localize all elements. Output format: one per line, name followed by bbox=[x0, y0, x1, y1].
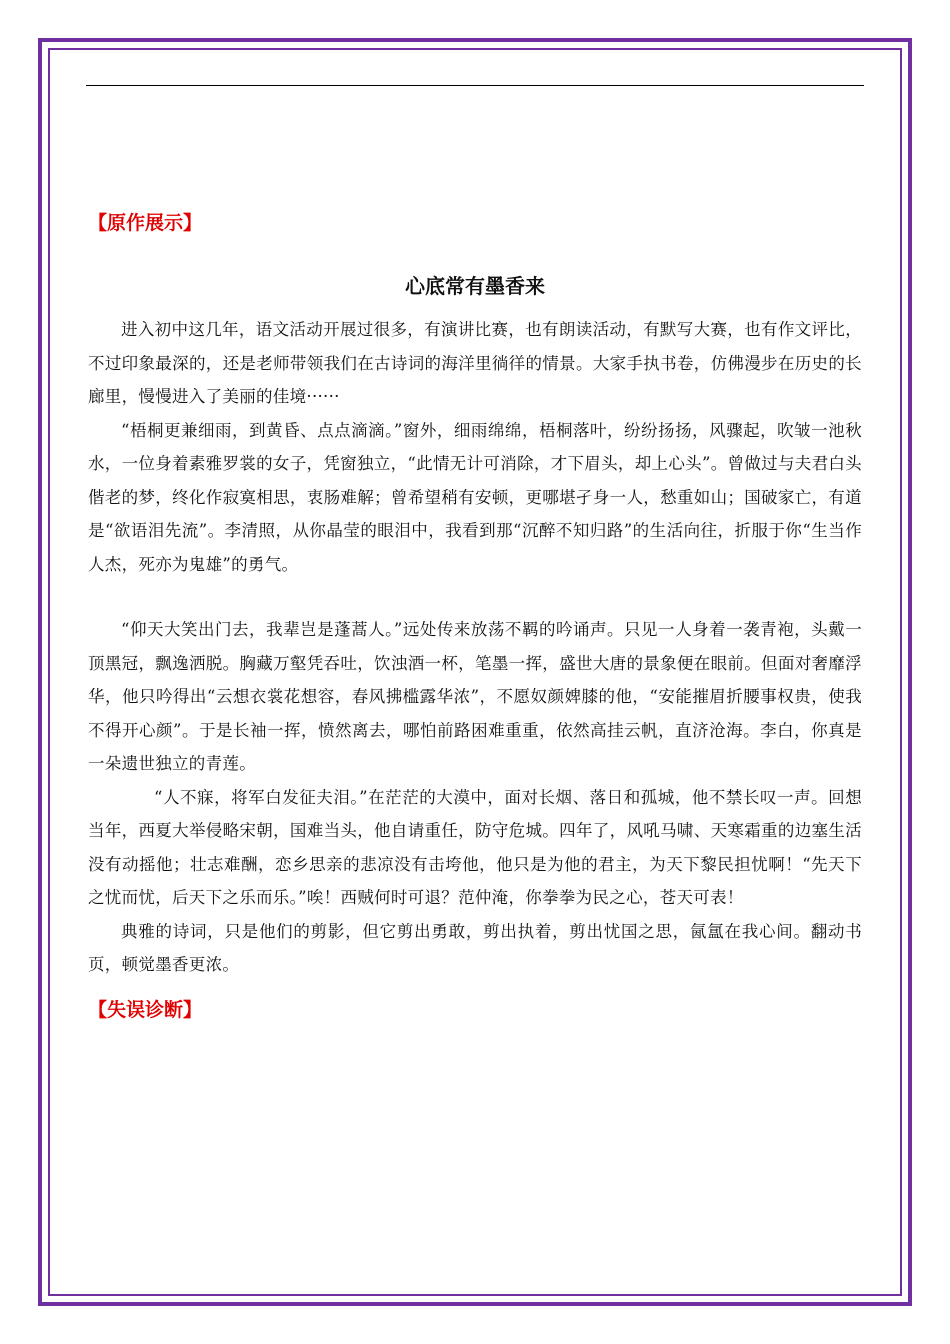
paragraph-gap bbox=[88, 581, 862, 613]
header-rule bbox=[86, 85, 864, 86]
essay-paragraph-4: “人不寐，将军白发征夫泪。”在茫茫的大漠中，面对长烟、落日和孤城，他不禁长叹一声。回想当年，西夏大举侵略宋朝，国难当头，他自请重任，防守危城。四年了，风吼马啸、天寒霜重的边塞生活没有动摇他；壮志难酬，恋乡思亲的悲凉没有击垮他，他只是为他的君主，为天下黎民担忧啊！“先天下之忧而忧，后天下之乐而乐。”唉！西贼何时可退？范仲淹，你拳拳为民之心，苍天可表！ bbox=[88, 787, 862, 907]
section-label-original: 【原作展示】 bbox=[88, 212, 203, 234]
essay-paragraph-3: “仰天大笑出门去，我辈岂是蓬蒿人。”远处传来放荡不羁的吟诵声。只见一人身着一袭青袍，头戴一顶黑冠，飘逸洒脱。胸藏万壑凭吞吐，饮浊酒一杯，笔墨一挥，盛世大唐的景象便在眼前。但面对奢靡浮华，他只吟得出“云想衣裳花想容，春风拂槛露华浓”，不愿奴颜婢膝的他，“安能摧眉折腰事权贵，使我不得开心颜”。于是长袖一挥，愤然离去，哪怕前路困难重重，依然高挂云帆，直济沧海。李白，你真是一朵遗世独立的青莲。 bbox=[88, 620, 862, 773]
essay-title: 心底常有墨香来 bbox=[405, 274, 545, 298]
section-label-diagnosis: 【失误诊断】 bbox=[88, 998, 203, 1021]
essay-paragraph-2: “梧桐更兼细雨，到黄昏、点点滴滴。”窗外，细雨绵绵，梧桐落叶，纷纷扬扬，风骤起，吹皱一池秋水，一位身着素雅罗裳的女子，凭窗独立，“此情无计可消除，才下眉头，却上心头”。曾做过与夫君白头偕老的梦，终化作寂寞相思，衷肠难解；曾希望稍有安顿，更哪堪孑身一人，愁重如山；国破家亡，有道是“欲语泪先流”。李清照，从你晶莹的眼泪中，我看到那“沉醉不知归路”的生活向往，折服于你“生当作人杰，死亦为鬼雄”的勇气。 bbox=[88, 420, 862, 574]
document-body bbox=[88, 205, 862, 1028]
essay-paragraph-5: 典雅的诗词，只是他们的剪影，但它剪出勇敢，剪出执着，剪出忧国之思，氤氲在我心间。翻动书页，顿觉墨香更浓。 bbox=[88, 921, 862, 974]
essay-paragraph-1: 进入初中这几年，语文活动开展过很多，有演讲比赛，也有朗读活动，有默写大赛，也有作文评比，不过印象最深的，还是老师带领我们在古诗词的海洋里徜徉的情景。大家手执书卷，仿佛漫步在历史的长廊里，慢慢进入了美丽的佳境······ bbox=[88, 320, 862, 406]
